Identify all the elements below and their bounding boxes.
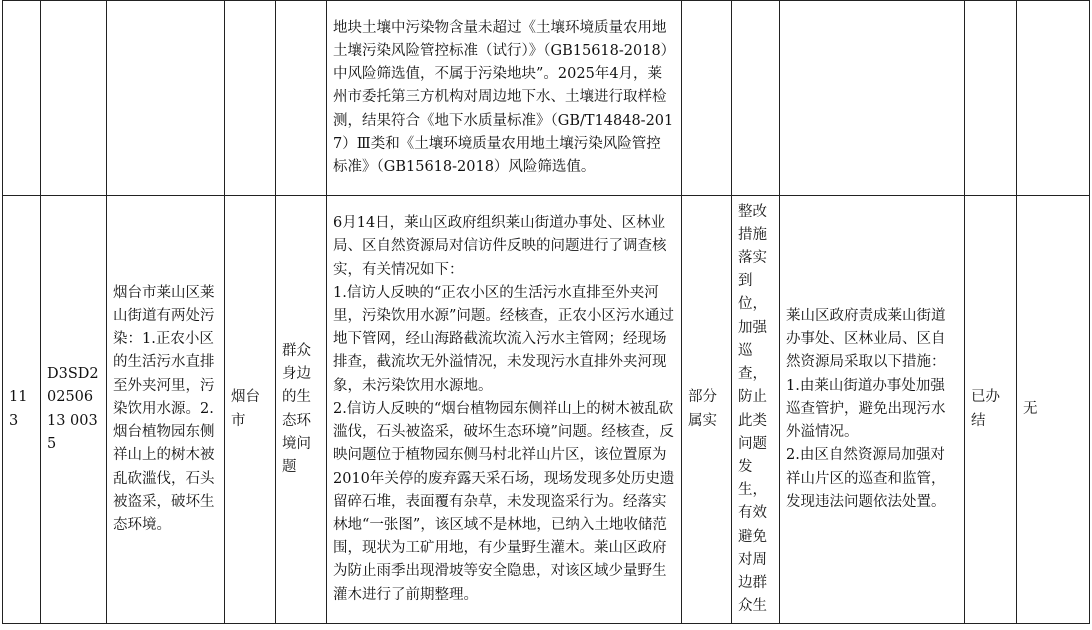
- rectification-goal-text: 整改措施落实到位，加强巡查，防止此类问题发生，有效避免对周边群众生: [738, 203, 767, 615]
- city-text: 烟台市: [231, 389, 260, 429]
- verdict-cell: [682, 196, 732, 624]
- table-row: [3, 196, 1090, 624]
- category-text: 群众身边的生态环境问题: [282, 342, 311, 475]
- accountability-cell: [1017, 196, 1090, 624]
- findings-text: 地块土壤中污染物含量未超过《土壤环境质量农用地土壤污染风险管控标准（试行）》（GB15618-2018）中风险筛选值，不属于污染地块”。2025年4月，莱州市委托第三方机构对周边地下水、土壤进行取样检测，结果符合《地下水质量标准》（GB/T14848-2017）Ⅲ类和《土壤环境质量农用地土壤污染风险管控标准》（GB15618-2018）风险筛选值。: [333, 19, 674, 175]
- rectification-text: 莱山区政府责成莱山街道办事处、区林业局、区自然资源局采取以下措施： 1.由莱山街道办事处加强巡查管护，避免出现污水外溢情况。 2.由区自然资源局加强对祥山片区的巡查和监管，发现违法问题依法处置。: [786, 308, 946, 510]
- case-id-cell: [41, 1, 107, 196]
- verdict-text: 部分属实: [688, 389, 717, 429]
- category-cell: [276, 196, 327, 624]
- status-text: 已办结: [971, 389, 1000, 429]
- findings-cell: [327, 196, 682, 624]
- category-cell: [276, 1, 327, 196]
- rectification-cell: [780, 196, 965, 624]
- index-text: 113: [9, 389, 28, 429]
- complaint-text: 烟台市莱山区莱山街道有两处污染：1.正农小区的生活污水直排至外夹河里，污染饮用水源。2.烟台植物园东侧祥山上的树木被乱砍滥伐，石头被盗采，破坏生态环境。: [113, 284, 215, 533]
- findings-cell: [327, 1, 682, 196]
- verdict-cell: [682, 1, 732, 196]
- case-id-text: D3SD20250613 0035: [47, 366, 99, 452]
- table-row: [3, 1, 1090, 196]
- rectification-goal-cell: [732, 1, 780, 196]
- complaint-cell: [107, 1, 225, 196]
- petition-table: [2, 0, 1090, 624]
- rectification-goal-cell: [732, 196, 780, 624]
- case-id-cell: [41, 196, 107, 624]
- rectification-cell: [780, 1, 965, 196]
- complaint-cell: [107, 196, 225, 624]
- accountability-cell: [1017, 1, 1090, 196]
- status-cell: [965, 1, 1017, 196]
- index-cell: [3, 196, 41, 624]
- findings-text: 6月14日，莱山区政府组织莱山街道办事处、区林业局、区自然资源局对信访件反映的问题进行了调查核实，有关情况如下： 1.信访人反映的“正农小区的生活污水直排至外夹河里，污染饮用水源”问题。经核查，正农小区污水通过地下管网，经山海路截流坎流入污水主管网；经现场排查，截流坎无外溢情况，未发现污水直排外夹河现象，未污染饮用水源地。 2.信访人反映的“烟台植物园东侧祥山上的树木被乱砍滥伐，石头被盗采，破坏生态环境”问题。经核查，反映问题位于植物园东侧马村北祥山片区，该位置原为2010年关停的废弃露天采石场，现场发现多处历史遗留碎石堆，表面覆有杂草，未发现盗采行为。经落实林地“一张图”，该区域不是林地，已纳入土地收储范围，现状为工矿用地，有少量野生灌木。莱山区政府为防止雨季出现滑坡等安全隐患，对该区域少量野生灌木进行了前期整理。: [333, 215, 675, 603]
- accountability-text: 无: [1023, 400, 1038, 417]
- city-cell: [225, 196, 276, 624]
- status-cell: [965, 196, 1017, 624]
- city-cell: [225, 1, 276, 196]
- index-cell: [3, 1, 41, 196]
